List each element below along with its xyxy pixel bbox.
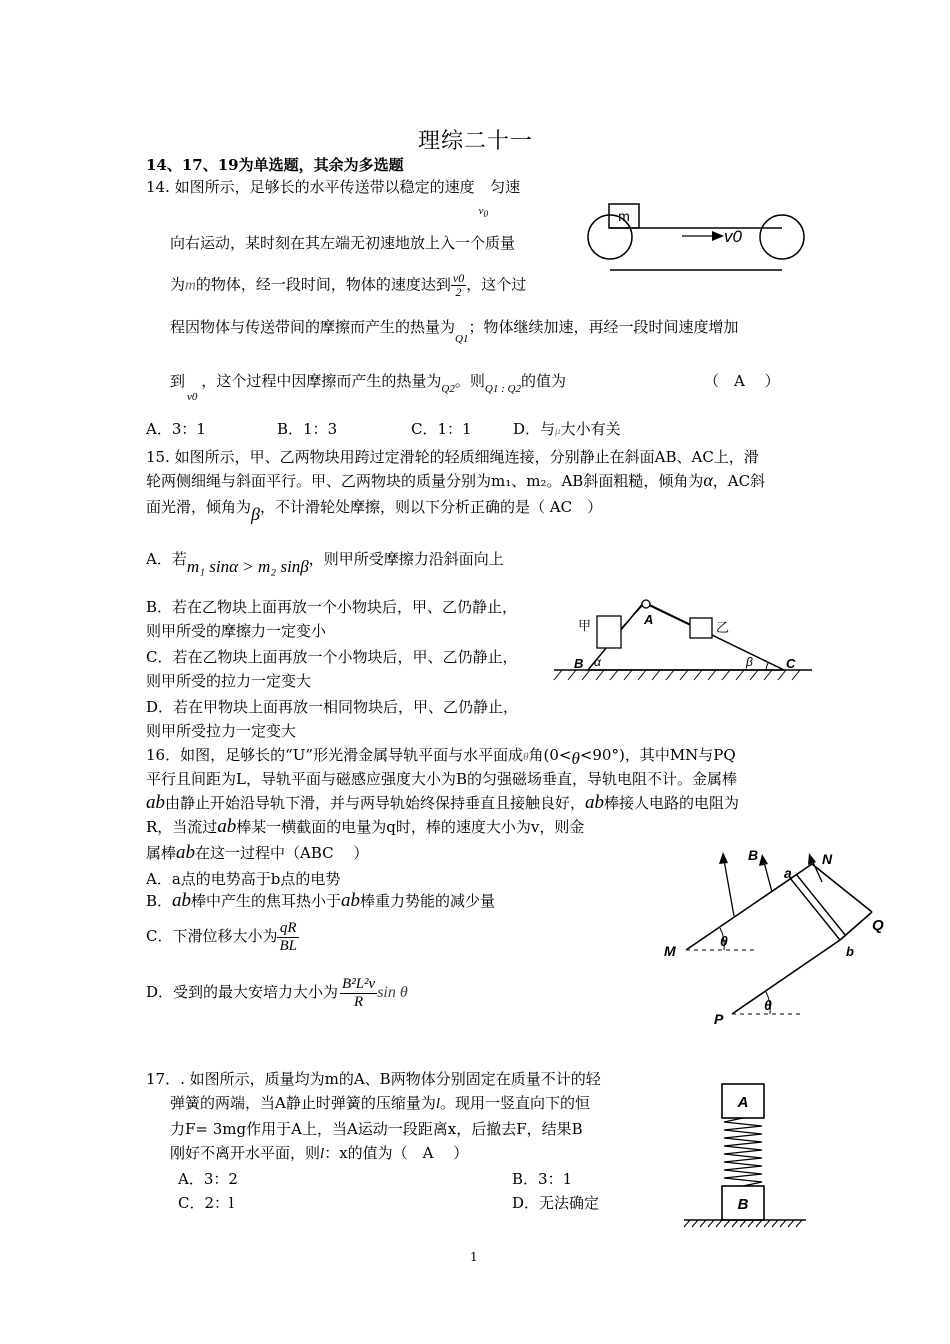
q14-line4 — [170, 316, 739, 345]
q16-text: C．下滑位移大小为 — [146, 927, 278, 945]
ab-symbol: ab — [217, 816, 237, 837]
pulley — [642, 600, 650, 608]
label-theta-2: θ — [764, 997, 772, 1013]
q17-text: ：x的值为（ A ） — [324, 1144, 469, 1162]
q14-text: ，这个过程中因摩擦而产生的热量为 — [201, 372, 442, 390]
q15-text: ，AC斜 — [712, 472, 766, 490]
q14-text: 为 — [170, 275, 186, 294]
theta-symbol: θ — [571, 749, 580, 768]
label-B: B — [574, 656, 584, 671]
field-arrow-2 — [764, 862, 772, 892]
label-jia: 甲 — [578, 618, 592, 633]
q15-text: A．若 — [146, 550, 187, 568]
q15-text: 轮两侧细绳与斜面平行。甲、乙两物块的质量分别为m₁、m₂。AB斜面粗糙，倾角为 — [146, 472, 704, 490]
q16-line5 — [146, 842, 368, 864]
rod-ab-2 — [796, 874, 846, 936]
label-C: C — [786, 656, 796, 671]
spring-figure — [680, 1080, 810, 1230]
q17-text: 刚好不离开水平面，则 — [170, 1144, 321, 1162]
angle-arc-beta — [766, 663, 768, 670]
q17-line1: 17．. 如图所示，质量均为m的A、B两物体分别固定在质量不计的轻 — [146, 1070, 601, 1088]
q14-text: 的物体，经一段时间，物体的速度达到 — [195, 275, 451, 294]
q17-text: 弹簧的两端，当A静止时弹簧的压缩量为 — [170, 1094, 436, 1112]
rail-end2 — [840, 912, 872, 940]
fraction-denominator: R — [354, 993, 364, 1010]
spring-coil — [724, 1118, 762, 1186]
q14-option-b: B．1：3 — [277, 420, 338, 438]
q15-option-a — [146, 548, 504, 576]
q15-option-c1: C．若在乙物块上面再放一个小物块后，甲、乙仍静止， — [146, 648, 518, 666]
q14-text: ，这个过 — [466, 275, 527, 294]
conveyor-belt-figure — [584, 198, 808, 280]
q16-text: 棒接人电路的电阻为 — [604, 794, 740, 812]
q14-text: 到 — [170, 372, 186, 390]
field-arrow-1 — [724, 860, 734, 916]
q16-text: 在这一过程中（ABC ） — [195, 844, 369, 862]
q15-option-c2: 则甲所受的拉力一定变大 — [146, 672, 312, 690]
mass-label: m — [618, 208, 630, 224]
beta-symbol: β — [251, 504, 260, 524]
q14-text: 匀速 — [490, 178, 521, 196]
rail-MN — [686, 864, 812, 950]
q15-option-d2: 则甲所受拉力一定变大 — [146, 722, 297, 740]
label-M: M — [664, 943, 676, 959]
label-N: N — [822, 851, 833, 867]
q16-text: 棒某一横截面的电量为q时，棒的速度大小为v，则金 — [236, 818, 585, 836]
q14-q1-symbol: Q1 — [455, 333, 469, 345]
q14-v0 — [478, 205, 489, 220]
label-A: A — [737, 1094, 749, 1111]
velocity-label: v0 — [724, 227, 742, 246]
fraction-numerator: B²L²v — [342, 976, 376, 992]
block-yi — [690, 618, 712, 638]
q14-answer: （ A ） — [704, 372, 780, 390]
q15-line1: 15. 如图所示，甲、乙两物块用跨过定滑轮的轻质细绳连接，分别静止在斜面AB、AC上，滑 — [146, 448, 759, 466]
block-jia — [597, 616, 621, 648]
ground-hatch — [684, 1220, 802, 1227]
label-yi: 乙 — [716, 620, 730, 635]
q16-fraction-d — [340, 976, 377, 1010]
q14-option-a: A．3：1 — [146, 420, 206, 438]
field-arrowhead-3 — [808, 853, 816, 865]
l-symbol: l — [435, 1096, 441, 1112]
q15-text: ，不计滑轮处摩擦，则以下分析正确的是（ AC ） — [259, 498, 603, 516]
q16-line2: 平行且间距为L，导轨平面与磁感应强度大小为B的匀强磁场垂直，导轨电阻不计。金属棒 — [146, 770, 737, 788]
fraction-numerator: qR — [277, 920, 299, 938]
rail-PQ — [732, 940, 840, 1014]
mu-symbol: μ — [555, 425, 561, 437]
q14-line1 — [146, 176, 521, 220]
rod-ab-1 — [790, 878, 840, 940]
ab-symbol: ab — [172, 890, 192, 911]
q14-ratio: Q1 : Q2 — [484, 383, 521, 395]
ab-symbol: ab — [585, 792, 605, 813]
q16-option-c — [146, 920, 299, 954]
label-B: B — [737, 1196, 749, 1213]
q14-mass-symbol: m — [185, 277, 196, 294]
q16-line3 — [146, 792, 739, 814]
q17-option-b: B．3：1 — [512, 1170, 573, 1188]
q16-line1 — [146, 744, 736, 768]
q16-text: <90°)，其中MN与PQ — [579, 746, 736, 764]
label-P: P — [714, 1011, 724, 1027]
label-alpha: α — [594, 655, 601, 669]
q16-text: 属棒 — [146, 844, 177, 862]
q15-line2 — [146, 470, 765, 491]
page-number: 1 — [470, 1250, 478, 1264]
q16-text: 由静止开始沿导轨下滑，并与两导轨始终保持垂直且接触良好， — [165, 794, 586, 812]
q14-text: 14. 如图所示，足够长的水平传送带以稳定的速度 — [146, 178, 475, 196]
rail-figure — [654, 842, 894, 1032]
q14-v0-symbol: v0 — [187, 391, 198, 403]
label-beta: β — [746, 655, 753, 669]
q15-text: 面光滑，倾角为 — [146, 498, 252, 516]
q17-option-c: C．2：l — [178, 1194, 234, 1212]
q17-option-d: D．无法确定 — [512, 1194, 600, 1212]
q16-text: D．受到的最大安培力大小为 — [146, 983, 339, 1001]
ab-symbol: ab — [146, 792, 165, 813]
field-arrowhead-2 — [759, 854, 768, 866]
q14-option-c: C．1：1 — [411, 420, 472, 438]
q16-text: 棒重力势能的减少量 — [360, 892, 496, 910]
q15-option-b1: B．若在乙物块上面再放一个小物块后，甲、乙仍静止， — [146, 598, 518, 616]
question-type-note: 14、17、19为单选题，其余为多选题 — [146, 156, 404, 174]
q15-line3 — [146, 496, 603, 524]
q15-option-b2: 则甲所受的摩擦力一定变小 — [146, 622, 327, 640]
q16-text: 棒中产生的焦耳热小于 — [191, 892, 342, 910]
q14-text: 大小有关 — [560, 420, 621, 438]
velocity-arrowhead — [712, 231, 724, 241]
v-subscript: 0 — [483, 209, 489, 220]
alpha-symbol: α — [703, 470, 713, 490]
fraction-denominator: BL — [279, 937, 297, 954]
label-a: a — [784, 865, 792, 881]
q14-text: 程因物体与传送带间的摩擦而产生的热量为 — [170, 318, 456, 336]
theta-symbol: θ — [523, 751, 529, 763]
label-theta-1: θ — [720, 933, 728, 949]
ground-hatch — [554, 670, 800, 680]
q16-text: 角(0< — [528, 746, 572, 764]
ab-symbol: ab — [176, 842, 196, 863]
q14-line2: 向右运动，某时刻在其左端无初速地放上入一个质量 — [170, 234, 516, 252]
label-b: b — [846, 944, 854, 959]
q16-text: R，当流过 — [146, 818, 218, 836]
q17-option-a: A．3：2 — [178, 1170, 238, 1188]
q16-option-b — [146, 890, 495, 912]
q14-text: ；物体继续加速，再经一段时间速度增加 — [468, 318, 739, 336]
q17-line4 — [170, 1142, 468, 1163]
q16-text: B． — [146, 892, 173, 910]
q14-line5 — [170, 370, 566, 403]
q14-text: D．与 — [513, 420, 556, 438]
label-B: B — [748, 847, 759, 863]
q16-line4 — [146, 816, 584, 838]
q14-text: 的值为 — [520, 372, 566, 390]
ab-symbol: ab — [341, 890, 361, 911]
q14-fraction — [451, 272, 466, 299]
q17-line2 — [170, 1092, 590, 1113]
q17-text: 。现用一竖直向下的恒 — [440, 1094, 591, 1112]
q14-text: 。则 — [454, 372, 485, 390]
label-Q: Q — [872, 917, 884, 934]
field-arrowhead-1 — [719, 852, 728, 864]
sin-theta: sin θ — [377, 984, 408, 1001]
label-A: A — [644, 612, 654, 627]
q16-fraction-c — [277, 920, 299, 954]
page-title: 理综二十一 — [418, 129, 534, 154]
l-symbol: l — [320, 1146, 325, 1162]
q15-expression: m₁ sinα > m₂ sinβ — [186, 557, 309, 576]
q17-line3: 力F= 3mg作用于A上，当A运动一段距离x，后撤去F，结果B — [170, 1120, 583, 1138]
v-symbol: v — [478, 205, 484, 217]
q16-option-d — [146, 976, 408, 1010]
q14-line3 — [170, 272, 526, 299]
q16-option-a: A．a点的电势高于b点的电势 — [146, 870, 341, 888]
q16-text: 16．如图，足够长的“U”形光滑金属导轨平面与水平面成 — [146, 746, 524, 764]
right-roller — [760, 215, 804, 259]
fraction-numerator: v0 — [452, 271, 465, 285]
q14-option-d — [513, 418, 621, 439]
incline-figure — [550, 592, 820, 688]
q15-option-d1: D．若在甲物块上面再放一相同物块后，甲、乙仍静止， — [146, 698, 519, 716]
q14-q2-symbol: Q2 — [441, 383, 455, 395]
q15-text: ，则甲所受摩擦力沿斜面向上 — [308, 550, 504, 568]
fraction-denominator: 2 — [455, 285, 462, 300]
